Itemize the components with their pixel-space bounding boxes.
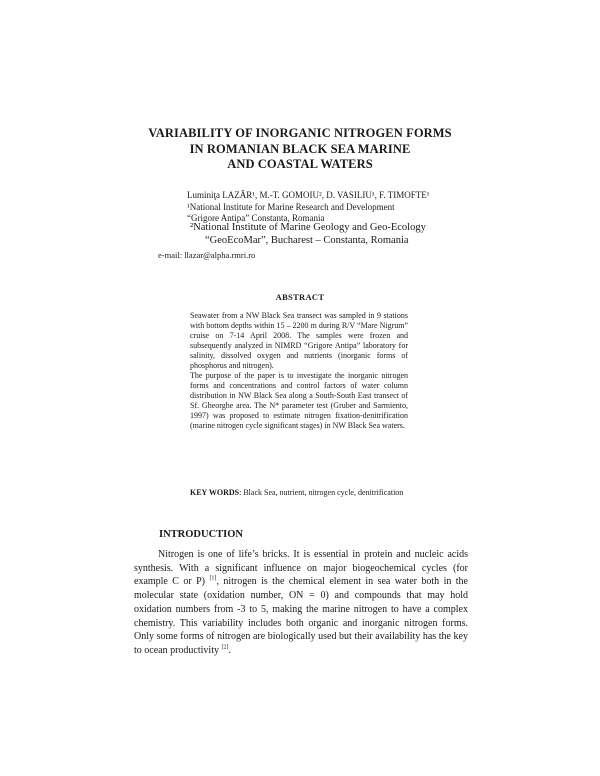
affiliation-1-line-2: “Grigore Antipa” Constanta, Romania: [187, 213, 325, 223]
affiliation-2-line-1: ²National Institute of Marine Geology and Geo-Ecology: [190, 222, 426, 233]
paper-title: [0, 126, 600, 173]
affiliation-2: [190, 222, 426, 247]
keywords-text: : Black Sea, nutrient, nitrogen cycle, denitrification: [239, 488, 404, 497]
introduction-body: [134, 548, 468, 658]
introduction-heading: INTRODUCTION: [159, 529, 244, 540]
author-block: [187, 190, 429, 225]
keywords: [190, 488, 408, 498]
abstract-body: [190, 311, 408, 431]
affiliation-2-line-2: “GeoEcoMar”, Bucharest – Constanta, Romania: [205, 234, 409, 246]
title-line-1: VARIABILITY OF INORGANIC NITROGEN FORMS: [148, 126, 452, 140]
keywords-label: KEY WORDS: [190, 488, 240, 497]
title-line-2: IN ROMANIAN BLACK SEA MARINE: [189, 141, 411, 156]
introduction-paragraph: [134, 548, 468, 658]
abstract-heading: ABSTRACT: [275, 292, 325, 302]
citation-1: [1]: [209, 576, 217, 583]
intro-text-1: Nitrogen is one of life’s bricks. It is essential in protein and nucleic acids synthesis. With a significant influence on major biogeochemical cycles (for example C or P): [134, 549, 468, 588]
affiliation-1-line-1: ¹National Institute for Marine Research and Development: [187, 201, 395, 212]
abstract-paragraph-1: Seawater from a NW Black Sea transect was sampled in 9 stations with bottom depths within 15 – 2200 m during R/V “Mare Nigrum” cruise on 7-14 April 2008. The samples were frozen and subsequently analyzed in NIMRD “Grigore Antipa” laboratory for salinity, dissolved oxygen and nutrients (inorganic forms of phosphorus and nitrogen).: [190, 311, 408, 370]
author-email: e-mail: llazar@alpha.rmri.ro: [158, 250, 256, 260]
intro-text-3: .: [228, 644, 231, 656]
intro-text-2: , nitrogen is the chemical element in sea water both in the molecular state (oxidation number, ON = 0) and compounds that may hold oxidation numbers from -3 to 5, making the marine nitrogen to have a complex chemistry. This variability includes both organic and inorganic nitrogen forms. Only some forms of nitrogen are biologically used but their availability has the key to ocean productivity: [134, 576, 468, 656]
title-line-3: AND COASTAL WATERS: [227, 157, 373, 171]
citation-2: [2]: [221, 644, 229, 651]
abstract-paragraph-2: The purpose of the paper is to investigate the inorganic nitrogen forms and concentrations and control factors of water column distribution in NW Black Sea along a South-South East transect of Sf. Gheorghe area. The N* parameter test (Gruber and Sarmiento, 1997) was proposed to estimate nitrogen fixation-denitrification (marine nitrogen cycle significant stages) in NW Black Sea waters.: [190, 371, 408, 430]
author-names: Luminiţa LAZĂR¹, M.-T. GOMOIU², D. VASILIU¹, F. TIMOFTE¹: [187, 190, 430, 200]
